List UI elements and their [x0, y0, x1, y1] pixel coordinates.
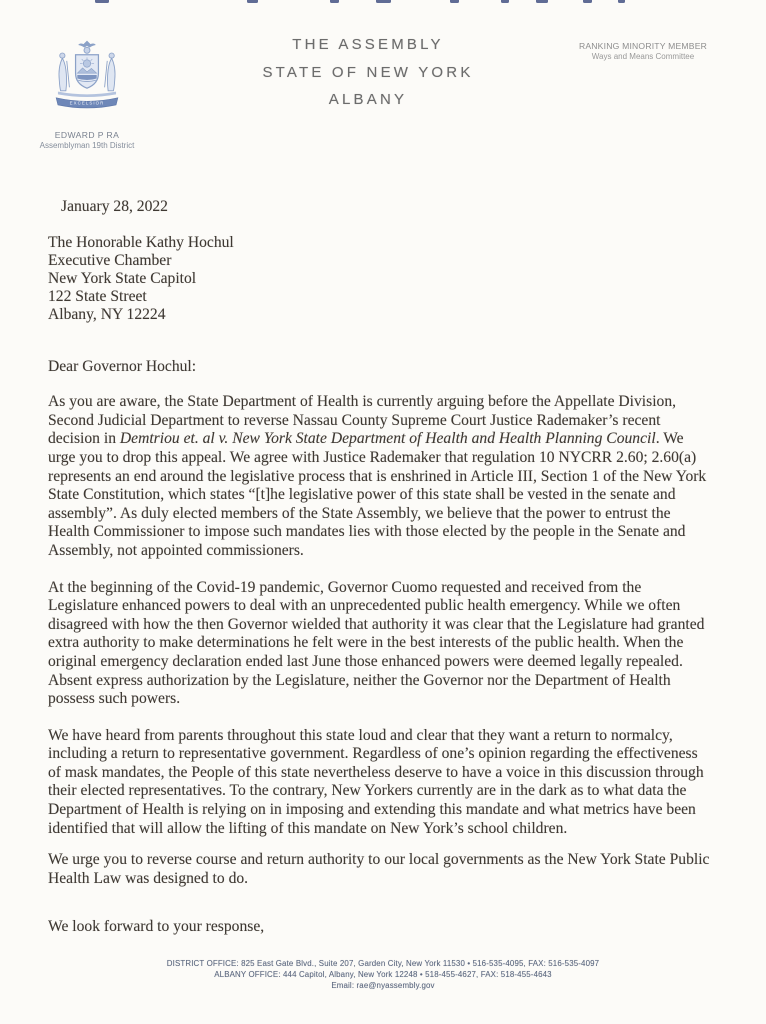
closing-line: We look forward to your response,: [48, 918, 265, 936]
letterhead-committee-block: [558, 41, 728, 62]
ranking-minority-member-label: RANKING MINORITY MEMBER: [578, 41, 708, 51]
letterhead-line-state: STATE OF NEW YORK: [262, 63, 474, 81]
letter-body: [0, 198, 766, 937]
letterhead-line-albany: ALBANY: [328, 91, 408, 108]
paragraph-1: [48, 393, 710, 560]
committee-label: Ways and Means Committee: [591, 52, 695, 61]
district-office-line: DISTRICT OFFICE: 825 East Gate Blvd., Suite 207, Garden City, New York 11530 • 516-535-4095, FAX: 516-535-4097: [166, 959, 600, 968]
paragraph-1-rest: . We urge you to drop this appeal. We agree with Justice Rademaker that regulation 10 NYCRR 2.60; 2.60(a) represents an end around the legislative process that is enshrined in Article III, Section 1 of the New York State Constitution, which states “[t]he legislative power of this state shall be vested in the senate and assembly”. As duly elected members of the State Assembly, we believe that the power to entrust the Health Commissioner to impose such mandates lies with those elected by the people in the Senate and Assembly, not appointed commissioners.: [48, 430, 707, 559]
letterhead-line-assembly: THE ASSEMBLY: [292, 36, 444, 53]
paragraph-1-lead: As you are aware, the State Department of Health is currently arguing before the Appellate Division, Second Judicial Department to reverse Nassau County Supreme Court Justice Rademaker’s recent decision in: [48, 393, 677, 448]
recipient-line: 122 State Street: [48, 288, 147, 306]
letter-date: January 28, 2022: [61, 198, 168, 215]
salutation: Dear Governor Hochul:: [48, 357, 197, 375]
official-name: EDWARD P RA: [54, 130, 120, 140]
recipient-line: Albany, NY 12224: [48, 306, 166, 324]
albany-office-line: ALBANY OFFICE: 444 Capitol, Albany, New York 12248 • 518-455-4627, FAX: 518-455-4643: [214, 970, 552, 979]
recipient-name: The Honorable Kathy Hochul: [48, 233, 234, 251]
case-citation: Demtriou et. al v. New York State Department of Health and Health Planning Council: [119, 430, 656, 448]
paragraph-4: We urge you to reverse course and return authority to our local governments as the New York State Public Health Law was designed to do.: [48, 851, 710, 887]
recipient-line: New York State Capitol: [48, 270, 197, 287]
recipient-address: [48, 234, 710, 325]
official-title: Assemblyman 19th District: [39, 140, 135, 150]
seal-motto-text: EXCELSIOR: [69, 100, 105, 106]
paragraph-3: We have heard from parents throughout this state loud and clear that they want a return to normalcy, including a return to representative government. Regardless of one’s opinion regarding the effectiveness of mask mandates, the People of this state nevertheless deserve to have a voice in this discussion through their elected representatives. To the contrary, New Yorkers currently are in the dark as to what data the Department of Health is relying on in imposing and extending this mandate and what metrics have been identified that will allow the lifting of this mandate on New York’s school children.: [48, 726, 704, 837]
paragraph-2: At the beginning of the Covid-19 pandemic, Governor Cuomo requested and received from the Legislature enhanced powers to deal with an unprecedented public health emergency. While we often disagreed with how the then Governor wielded that authority it was clear that the Legislature had granted extra authority to make determinations he felt were in the best interests of the public health. When the original emergency declaration ended last June those enhanced powers were deemed legally repealed. Absent express authorization by the Legislature, neither the Governor nor the Department of Health possess such powers.: [48, 578, 705, 708]
footer-offices: [0, 958, 766, 991]
letterhead: [0, 0, 766, 162]
email-line: Email: rae@nyassembly.gov: [331, 981, 435, 990]
recipient-line: Executive Chamber: [48, 251, 172, 269]
